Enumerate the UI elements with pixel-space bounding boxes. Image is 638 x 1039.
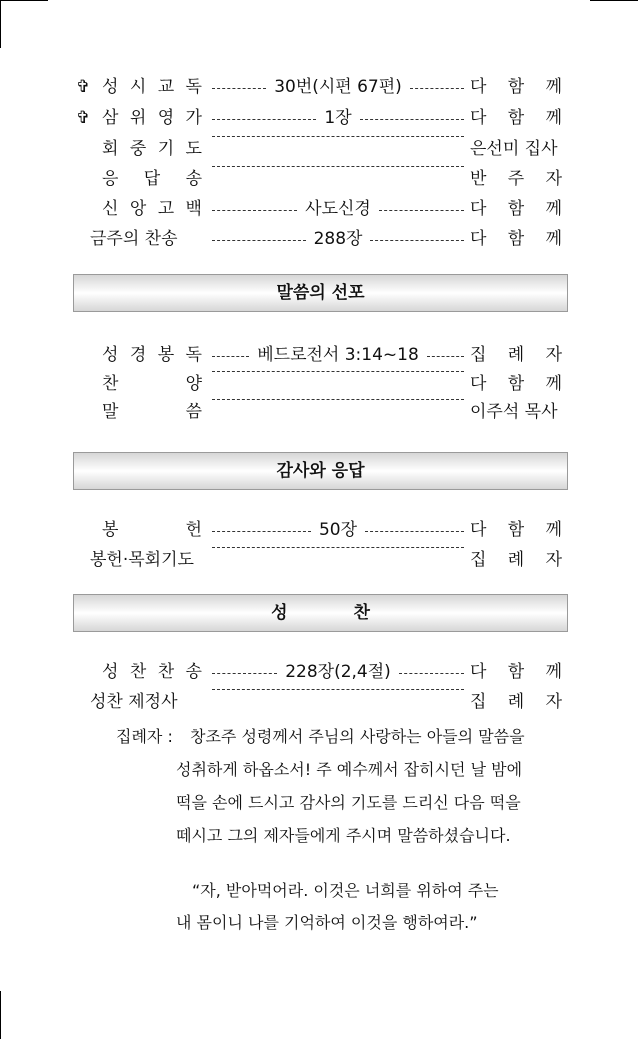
item-performer-part: 다 bbox=[470, 520, 487, 540]
item-label bbox=[102, 134, 202, 164]
leader-line bbox=[379, 210, 464, 211]
item-performer-part: 례 bbox=[507, 345, 525, 365]
dashed-leader bbox=[212, 194, 464, 224]
item-label-char: 경 bbox=[129, 345, 147, 365]
item-label bbox=[102, 194, 202, 224]
item-value: 228장(2,4절) bbox=[285, 662, 391, 682]
item-performer-part: 다 bbox=[470, 77, 487, 97]
leader-line bbox=[212, 240, 306, 241]
item-label-char: 금주의 찬송 bbox=[90, 229, 178, 249]
cross-icon: ✞ bbox=[76, 108, 91, 128]
leader-line bbox=[212, 371, 464, 372]
item-label bbox=[102, 340, 202, 370]
prayer-line: 성취하게 하옵소서! 주 예수께서 잡히시던 날 밤에 bbox=[176, 760, 523, 779]
item-performer-part: 께 bbox=[545, 520, 562, 540]
item-value: 1장 bbox=[324, 108, 352, 128]
leader-line bbox=[360, 119, 464, 120]
item-performer-part: 께 bbox=[545, 199, 562, 219]
dashed-leader bbox=[212, 340, 464, 370]
item-value: 사도신경 bbox=[305, 199, 371, 219]
item-performer-part: 자 bbox=[545, 345, 562, 365]
order-item bbox=[0, 164, 638, 194]
item-label-char: 씀 bbox=[185, 402, 202, 422]
item-label-char: 독 bbox=[185, 345, 202, 365]
dashed-leader bbox=[212, 164, 464, 167]
prayer-quote-line: 내 몸이니 나를 기억하여 이것을 행하여라.” bbox=[176, 913, 478, 932]
leader-line bbox=[370, 240, 464, 241]
item-performer bbox=[470, 164, 562, 194]
item-performer-part: 례 bbox=[507, 692, 525, 712]
item-label-char: 기 bbox=[157, 139, 175, 159]
dashed-leader bbox=[212, 103, 464, 133]
item-performer-part: 집 bbox=[470, 345, 487, 365]
prayer-line: 떡을 손에 드시고 감사의 기도를 드리신 다음 떡을 bbox=[176, 793, 521, 812]
leader-line bbox=[427, 356, 464, 357]
item-performer-part: 다 bbox=[470, 374, 487, 394]
dashed-leader bbox=[212, 72, 464, 102]
item-label-char: 성찬 제정사 bbox=[90, 692, 178, 712]
item-label-char: 성 bbox=[102, 77, 119, 97]
item-label bbox=[102, 103, 202, 133]
item-performer bbox=[470, 515, 562, 545]
item-performer-part: 함 bbox=[507, 77, 525, 97]
crop-mark bbox=[0, 0, 48, 1]
item-performer bbox=[470, 194, 562, 224]
dashed-leader bbox=[212, 224, 464, 254]
dashed-leader bbox=[212, 369, 464, 372]
item-label-char: 말 bbox=[102, 402, 119, 422]
item-label bbox=[90, 687, 202, 717]
item-performer bbox=[470, 340, 562, 370]
item-label-char: 앙 bbox=[129, 199, 147, 219]
item-label-char: 봉 bbox=[102, 520, 119, 540]
order-item bbox=[0, 340, 638, 370]
item-value: 30번(시편 67편) bbox=[274, 77, 402, 97]
item-label bbox=[90, 224, 202, 254]
item-label-char: 답 bbox=[143, 169, 161, 189]
item-label-char: 위 bbox=[129, 108, 147, 128]
section-header: 성 찬 bbox=[73, 594, 568, 632]
leader-line bbox=[365, 531, 464, 532]
prayer-speaker: 집례자 : bbox=[116, 727, 173, 746]
item-label-char: 시 bbox=[129, 77, 147, 97]
item-performer bbox=[470, 224, 562, 254]
item-performer bbox=[470, 369, 562, 399]
order-item bbox=[0, 687, 638, 717]
order-item bbox=[0, 657, 638, 687]
item-label-char: 송 bbox=[185, 169, 202, 189]
order-item bbox=[0, 545, 638, 575]
item-label bbox=[90, 545, 202, 575]
item-performer-part: 함 bbox=[507, 520, 525, 540]
leader-line bbox=[212, 119, 316, 120]
item-value: 베드로전서 3:14~18 bbox=[257, 345, 419, 365]
item-label bbox=[102, 515, 202, 545]
item-performer-part: 자 bbox=[545, 169, 562, 189]
cross-icon: ✞ bbox=[76, 77, 91, 97]
item-performer-part: 집 bbox=[470, 692, 487, 712]
prayer-line: 창조주 성령께서 주님의 사랑하는 아들의 말씀을 bbox=[190, 727, 525, 746]
item-performer bbox=[470, 657, 562, 687]
item-performer-part: 함 bbox=[507, 374, 525, 394]
leader-line bbox=[212, 210, 297, 211]
section-header: 말씀의 선포 bbox=[73, 274, 568, 312]
order-item bbox=[0, 103, 638, 133]
item-performer-part: 이주석 목사 bbox=[470, 402, 558, 422]
crop-mark bbox=[590, 0, 638, 1]
section-header: 감사와 응답 bbox=[73, 452, 568, 490]
leader-line bbox=[212, 399, 464, 400]
item-value: 50장 bbox=[318, 520, 358, 540]
item-performer-part: 함 bbox=[507, 662, 525, 682]
item-performer-part: 례 bbox=[507, 550, 525, 570]
item-performer-part: 께 bbox=[545, 229, 562, 249]
dashed-leader bbox=[212, 545, 464, 548]
leader-line bbox=[212, 166, 464, 167]
leader-line bbox=[410, 88, 464, 89]
item-performer-part: 다 bbox=[470, 229, 487, 249]
item-performer-part: 집 bbox=[470, 550, 487, 570]
order-item bbox=[0, 515, 638, 545]
item-label bbox=[102, 657, 202, 687]
item-label-char: 응 bbox=[102, 169, 119, 189]
item-performer-part: 다 bbox=[470, 108, 487, 128]
order-item bbox=[0, 134, 638, 164]
item-performer-part: 께 bbox=[545, 374, 562, 394]
item-performer-part: 께 bbox=[545, 77, 562, 97]
item-label-char: 백 bbox=[185, 199, 202, 219]
leader-line bbox=[212, 673, 277, 674]
order-item bbox=[0, 72, 638, 102]
item-label-char: 고 bbox=[157, 199, 175, 219]
item-performer-part: 자 bbox=[545, 692, 562, 712]
item-label-char: 독 bbox=[185, 77, 202, 97]
dashed-leader bbox=[212, 657, 464, 687]
item-performer-part: 은선미 집사 bbox=[470, 139, 558, 159]
leader-line bbox=[212, 88, 266, 89]
item-performer-part: 자 bbox=[545, 550, 562, 570]
item-performer bbox=[470, 545, 562, 575]
item-performer-part: 다 bbox=[470, 199, 487, 219]
item-performer-part: 반 bbox=[470, 169, 487, 189]
item-performer bbox=[470, 687, 562, 717]
dashed-leader bbox=[212, 134, 464, 137]
item-performer-part: 께 bbox=[545, 662, 562, 682]
item-label-char: 양 bbox=[185, 374, 202, 394]
item-label bbox=[102, 397, 202, 427]
item-label bbox=[102, 164, 202, 194]
item-performer-part: 함 bbox=[507, 229, 525, 249]
prayer-quote-line: “자, 받아먹어라. 이것은 너희를 위하여 주는 bbox=[192, 881, 499, 900]
item-label-char: 찬 bbox=[129, 662, 147, 682]
item-performer-part: 주 bbox=[507, 169, 525, 189]
item-label-char: 봉헌·목회기도 bbox=[90, 550, 194, 570]
item-performer-part: 다 bbox=[470, 662, 487, 682]
item-label-char: 신 bbox=[102, 199, 119, 219]
item-label-char: 찬 bbox=[102, 374, 119, 394]
item-performer bbox=[470, 397, 562, 427]
crop-mark bbox=[0, 0, 1, 48]
item-performer bbox=[470, 103, 562, 133]
prayer-line: 떼시고 그의 제자들에게 주시며 말씀하셨습니다. bbox=[176, 826, 511, 845]
item-label-char: 봉 bbox=[157, 345, 175, 365]
item-label-char: 회 bbox=[102, 139, 119, 159]
item-value: 288장 bbox=[313, 229, 363, 249]
item-label-char: 찬 bbox=[157, 662, 175, 682]
leader-line bbox=[399, 673, 464, 674]
item-label-char: 송 bbox=[185, 662, 202, 682]
crop-mark bbox=[0, 991, 1, 1039]
item-label-char: 가 bbox=[185, 108, 202, 128]
dashed-leader bbox=[212, 515, 464, 545]
order-item bbox=[0, 194, 638, 224]
item-performer-part: 함 bbox=[507, 108, 525, 128]
item-label-char: 도 bbox=[185, 139, 202, 159]
item-label-char: 중 bbox=[129, 139, 147, 159]
order-item bbox=[0, 224, 638, 254]
order-item bbox=[0, 397, 638, 427]
dashed-leader bbox=[212, 397, 464, 400]
item-label-char: 삼 bbox=[102, 108, 119, 128]
leader-line bbox=[212, 531, 311, 532]
dashed-leader bbox=[212, 687, 464, 690]
item-label-char: 영 bbox=[157, 108, 175, 128]
item-label-char: 교 bbox=[157, 77, 175, 97]
item-performer-part: 함 bbox=[507, 199, 525, 219]
item-label-char: 성 bbox=[102, 345, 119, 365]
leader-line bbox=[212, 547, 464, 548]
leader-line bbox=[212, 689, 464, 690]
item-label bbox=[102, 369, 202, 399]
item-label-char: 성 bbox=[102, 662, 119, 682]
leader-line bbox=[212, 356, 249, 357]
item-performer-part: 께 bbox=[545, 108, 562, 128]
item-performer bbox=[470, 134, 562, 164]
item-label-char: 헌 bbox=[185, 520, 202, 540]
item-performer bbox=[470, 72, 562, 102]
order-item bbox=[0, 369, 638, 399]
leader-line bbox=[212, 136, 464, 137]
item-label bbox=[102, 72, 202, 102]
